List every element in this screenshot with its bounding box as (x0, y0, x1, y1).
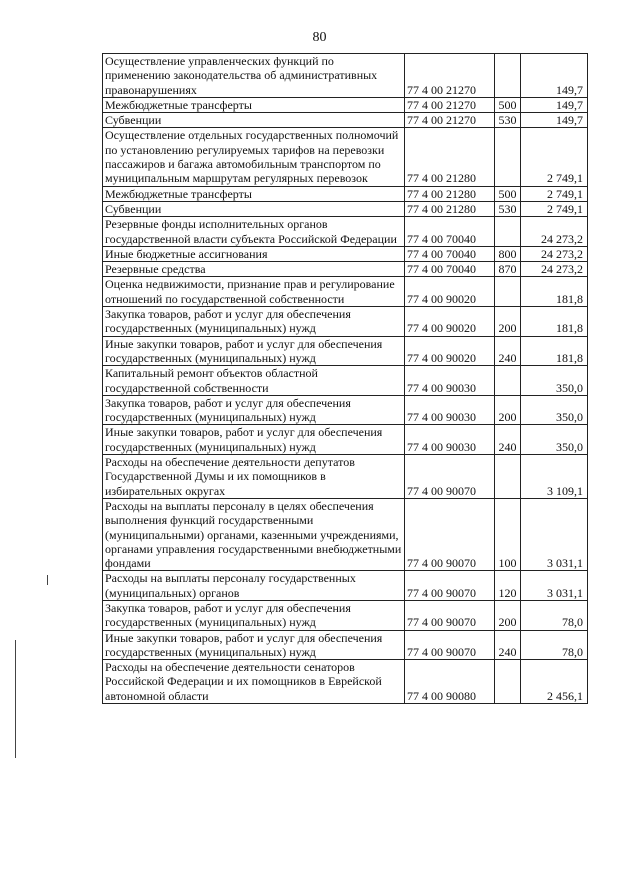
table-row (103, 97, 588, 112)
table-row (103, 113, 588, 128)
row-sum: 24 273,2 (521, 217, 588, 247)
table-row (103, 366, 588, 396)
row-name: Расходы на обеспечение деятельности депутатов Государственной Думы и их помощников в избирательных округах (103, 455, 405, 499)
row-name: Закупка товаров, работ и услуг для обеспечения государственных (муниципальных) нужд (103, 395, 405, 425)
table-row (103, 425, 588, 455)
row-sum: 24 273,2 (521, 246, 588, 261)
row-sum: 350,0 (521, 395, 588, 425)
table-row (103, 307, 588, 337)
row-name: Иные бюджетные ассигнования (103, 246, 405, 261)
table-row (103, 277, 588, 307)
row-name: Межбюджетные трансферты (103, 186, 405, 201)
row-expense-type (495, 366, 521, 396)
row-sum: 3 031,1 (521, 571, 588, 601)
row-name: Субвенции (103, 113, 405, 128)
row-sum: 181,8 (521, 336, 588, 366)
row-expense-type (495, 660, 521, 704)
budget-table (102, 53, 588, 704)
table-row (103, 246, 588, 261)
row-name: Резервные средства (103, 262, 405, 277)
row-name: Расходы на выплаты персоналу государственных (муниципальных) органов (103, 571, 405, 601)
table-row (103, 336, 588, 366)
row-name: Осуществление управленческих функций по применению законодательства об административных правонарушениях (103, 54, 405, 98)
row-sum: 149,7 (521, 113, 588, 128)
row-code: 77 4 00 90070 (405, 630, 495, 660)
row-name: Иные закупки товаров, работ и услуг для обеспечения государственных (муниципальных) нужд (103, 336, 405, 366)
row-sum: 78,0 (521, 600, 588, 630)
left-margin-tick (47, 575, 48, 585)
row-sum: 181,8 (521, 307, 588, 337)
table-row (103, 630, 588, 660)
row-code: 77 4 00 21270 (405, 54, 495, 98)
row-code: 77 4 00 90070 (405, 498, 495, 570)
table-row (103, 660, 588, 704)
row-expense-type (495, 54, 521, 98)
row-code: 77 4 00 90070 (405, 600, 495, 630)
row-expense-type: 240 (495, 630, 521, 660)
table-row (103, 395, 588, 425)
row-sum: 2 456,1 (521, 660, 588, 704)
row-code: 77 4 00 90020 (405, 307, 495, 337)
table-row (103, 498, 588, 570)
row-code: 77 4 00 21270 (405, 97, 495, 112)
row-name: Осуществление отдельных государственных полномочий по установлению регулируемых тарифов на перевозки пассажиров и багажа автомобильным транспортом по муниципальным маршрутам регулярных перевозок (103, 128, 405, 186)
table-row (103, 600, 588, 630)
row-name: Расходы на обеспечение деятельности сенаторов Российской Федерации и их помощников в Еврейской автономной области (103, 660, 405, 704)
row-expense-type (495, 128, 521, 186)
row-sum: 350,0 (521, 425, 588, 455)
row-sum: 2 749,1 (521, 186, 588, 201)
row-sum: 350,0 (521, 366, 588, 396)
row-expense-type: 500 (495, 186, 521, 201)
row-name: Субвенции (103, 201, 405, 216)
row-code: 77 4 00 90030 (405, 425, 495, 455)
table-row (103, 262, 588, 277)
row-code: 77 4 00 21280 (405, 201, 495, 216)
row-sum: 2 749,1 (521, 128, 588, 186)
row-code: 77 4 00 90020 (405, 336, 495, 366)
row-expense-type: 100 (495, 498, 521, 570)
row-sum: 181,8 (521, 277, 588, 307)
row-expense-type (495, 277, 521, 307)
row-expense-type: 200 (495, 395, 521, 425)
table-row (103, 128, 588, 186)
row-expense-type: 200 (495, 600, 521, 630)
table-row (103, 217, 588, 247)
row-name: Иные закупки товаров, работ и услуг для обеспечения государственных (муниципальных) нужд (103, 630, 405, 660)
row-code: 77 4 00 21280 (405, 128, 495, 186)
row-expense-type (495, 217, 521, 247)
table-row (103, 201, 588, 216)
row-code: 77 4 00 21280 (405, 186, 495, 201)
row-code: 77 4 00 90070 (405, 571, 495, 601)
row-name: Закупка товаров, работ и услуг для обеспечения государственных (муниципальных) нужд (103, 307, 405, 337)
row-expense-type: 500 (495, 97, 521, 112)
row-expense-type: 200 (495, 307, 521, 337)
table-row (103, 571, 588, 601)
row-sum: 149,7 (521, 97, 588, 112)
row-sum: 24 273,2 (521, 262, 588, 277)
row-code: 77 4 00 21270 (405, 113, 495, 128)
row-name: Капитальный ремонт объектов областной государственной собственности (103, 366, 405, 396)
row-code: 77 4 00 90030 (405, 366, 495, 396)
row-code: 77 4 00 70040 (405, 262, 495, 277)
row-sum: 78,0 (521, 630, 588, 660)
page-number: 80 (312, 30, 327, 45)
row-sum: 149,7 (521, 54, 588, 98)
row-name: Оценка недвижимости, признание прав и регулирование отношений по государственной собственности (103, 277, 405, 307)
row-expense-type: 530 (495, 113, 521, 128)
row-code: 77 4 00 90070 (405, 455, 495, 499)
left-margin-line (15, 640, 16, 758)
table-row (103, 455, 588, 499)
table-row (103, 186, 588, 201)
row-name: Межбюджетные трансферты (103, 97, 405, 112)
row-expense-type: 530 (495, 201, 521, 216)
row-expense-type: 120 (495, 571, 521, 601)
row-expense-type: 870 (495, 262, 521, 277)
row-sum: 3 031,1 (521, 498, 588, 570)
row-name: Резервные фонды исполнительных органов государственной власти субъекта Российской Федерации (103, 217, 405, 247)
row-name: Иные закупки товаров, работ и услуг для обеспечения государственных (муниципальных) нужд (103, 425, 405, 455)
row-name: Расходы на выплаты персоналу в целях обеспечения выполнения функций государственными (муниципальными) органами, казенными учреждениями, органами управления государственными внебюджетными фондами (103, 498, 405, 570)
row-code: 77 4 00 90020 (405, 277, 495, 307)
row-code: 77 4 00 90080 (405, 660, 495, 704)
table-row (103, 54, 588, 98)
row-expense-type: 240 (495, 425, 521, 455)
row-code: 77 4 00 90030 (405, 395, 495, 425)
row-sum: 3 109,1 (521, 455, 588, 499)
row-code: 77 4 00 70040 (405, 217, 495, 247)
row-expense-type (495, 455, 521, 499)
row-expense-type: 240 (495, 336, 521, 366)
row-name: Закупка товаров, работ и услуг для обеспечения государственных (муниципальных) нужд (103, 600, 405, 630)
row-expense-type: 800 (495, 246, 521, 261)
row-code: 77 4 00 70040 (405, 246, 495, 261)
row-sum: 2 749,1 (521, 201, 588, 216)
